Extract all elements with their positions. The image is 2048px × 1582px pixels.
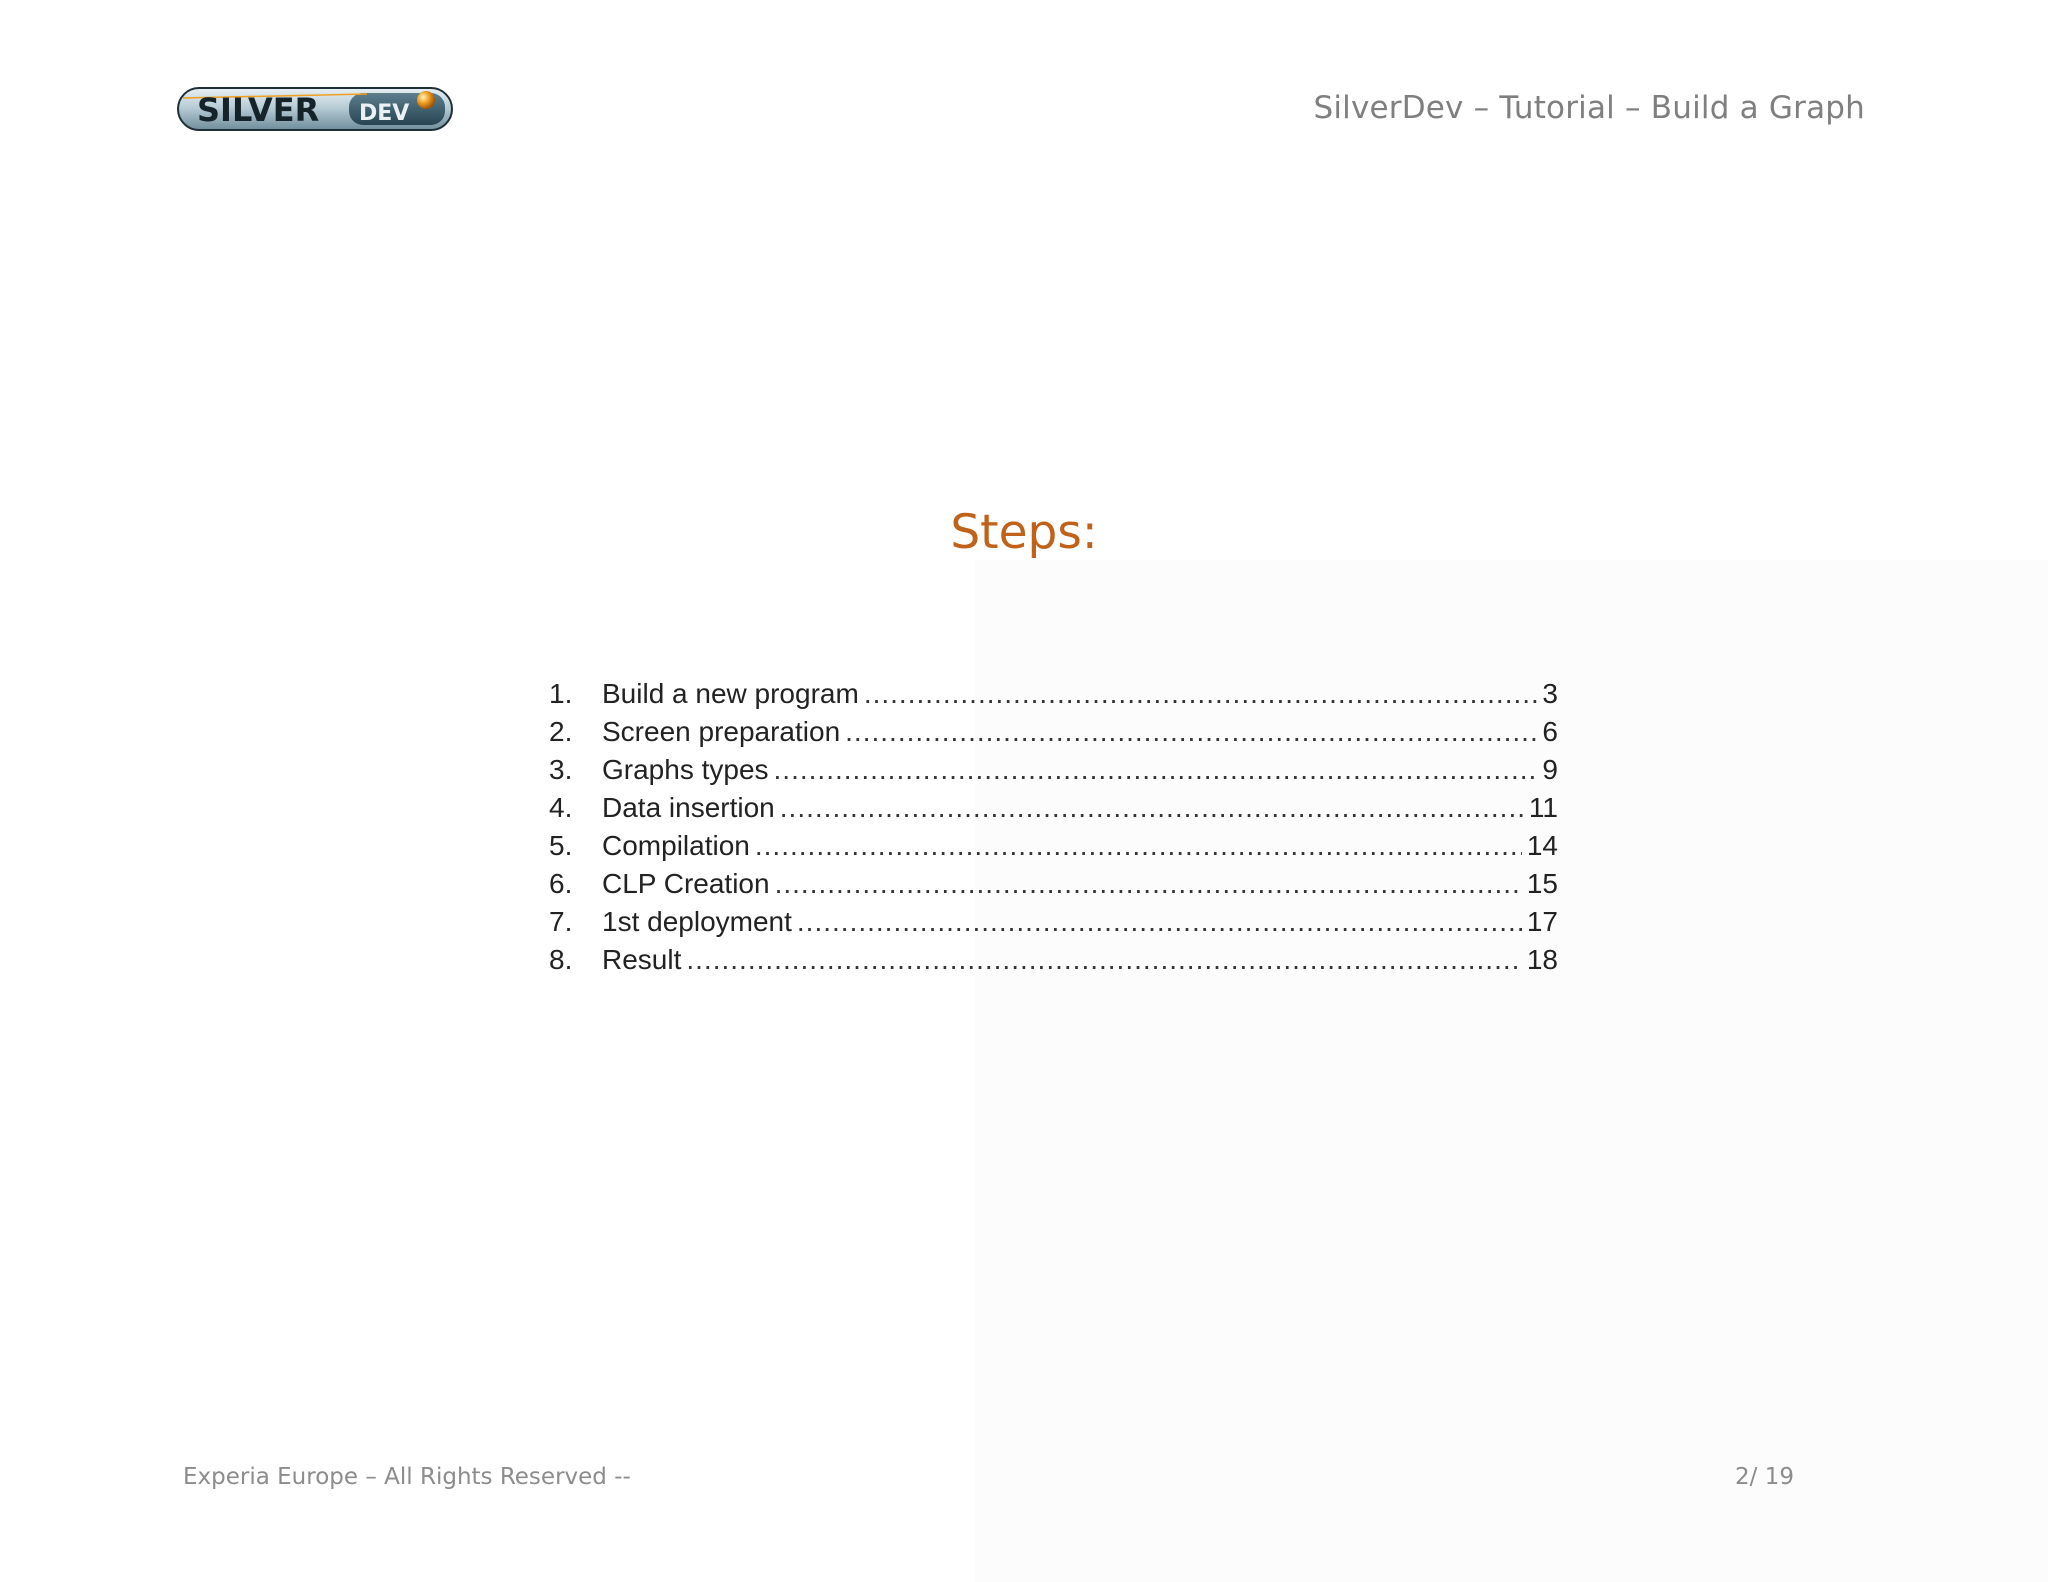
toc-entry-number: 8. — [549, 944, 573, 975]
toc-leader-dots — [864, 678, 1538, 710]
toc-entry[interactable] — [549, 792, 1558, 830]
toc-entry-page: 18 — [1526, 944, 1558, 975]
toc-entry[interactable] — [549, 678, 1558, 716]
toc-entry-number: 5. — [549, 830, 573, 861]
toc-entry[interactable] — [549, 716, 1558, 754]
toc-entry-page: 17 — [1526, 906, 1558, 937]
toc-entry-number: 7. — [549, 906, 573, 937]
toc-leader-dots — [797, 906, 1522, 938]
toc-entry[interactable] — [549, 754, 1558, 792]
logo-text-main: SILVER — [197, 91, 320, 129]
toc-entry-number: 3. — [549, 754, 573, 785]
toc-entry-label: Screen preparation — [602, 716, 841, 747]
toc-leader-dots — [780, 792, 1524, 824]
toc-entry-label: Data insertion — [602, 792, 775, 823]
page-title: Steps: — [950, 505, 1098, 560]
toc-leader-dots — [686, 944, 1521, 976]
toc-entry-page: 9 — [1542, 754, 1558, 785]
toc-leader-dots — [755, 830, 1522, 862]
toc-entry-label: Build a new program — [602, 678, 859, 709]
toc-entry[interactable] — [549, 830, 1558, 868]
toc-leader-dots — [845, 716, 1537, 748]
toc-entry-page: 14 — [1526, 830, 1558, 861]
toc-entry[interactable] — [549, 868, 1558, 906]
toc-entry-page: 15 — [1526, 868, 1558, 899]
toc-entry-label: Compilation — [602, 830, 750, 861]
toc-leader-dots — [775, 868, 1522, 900]
toc-entry-label: Graphs types — [602, 754, 769, 785]
logo-text-sub: DEV — [359, 101, 410, 126]
toc-entry-label: CLP Creation — [602, 868, 770, 899]
footer-page-indicator: 2/ 19 — [1735, 1464, 1794, 1490]
toc-entry-page: 6 — [1542, 716, 1558, 747]
document-header-title: SilverDev – Tutorial – Build a Graph — [1313, 90, 1865, 126]
footer-copyright: Experia Europe – All Rights Reserved -- — [183, 1464, 631, 1490]
toc-entry-number: 6. — [549, 868, 573, 899]
toc-entry-page: 11 — [1528, 792, 1558, 823]
toc-entry-number: 2. — [549, 716, 573, 747]
toc-entry-label: Result — [602, 944, 682, 975]
silverdev-logo — [177, 84, 455, 134]
toc-entry-number: 1. — [549, 678, 573, 709]
table-of-contents — [549, 678, 1558, 982]
toc-entry-number: 4. — [549, 792, 573, 823]
toc-entry[interactable] — [549, 906, 1558, 944]
toc-entry[interactable] — [549, 944, 1558, 982]
toc-leader-dots — [774, 754, 1538, 786]
toc-entry-page: 3 — [1542, 678, 1558, 709]
toc-entry-label: 1st deployment — [602, 906, 792, 937]
